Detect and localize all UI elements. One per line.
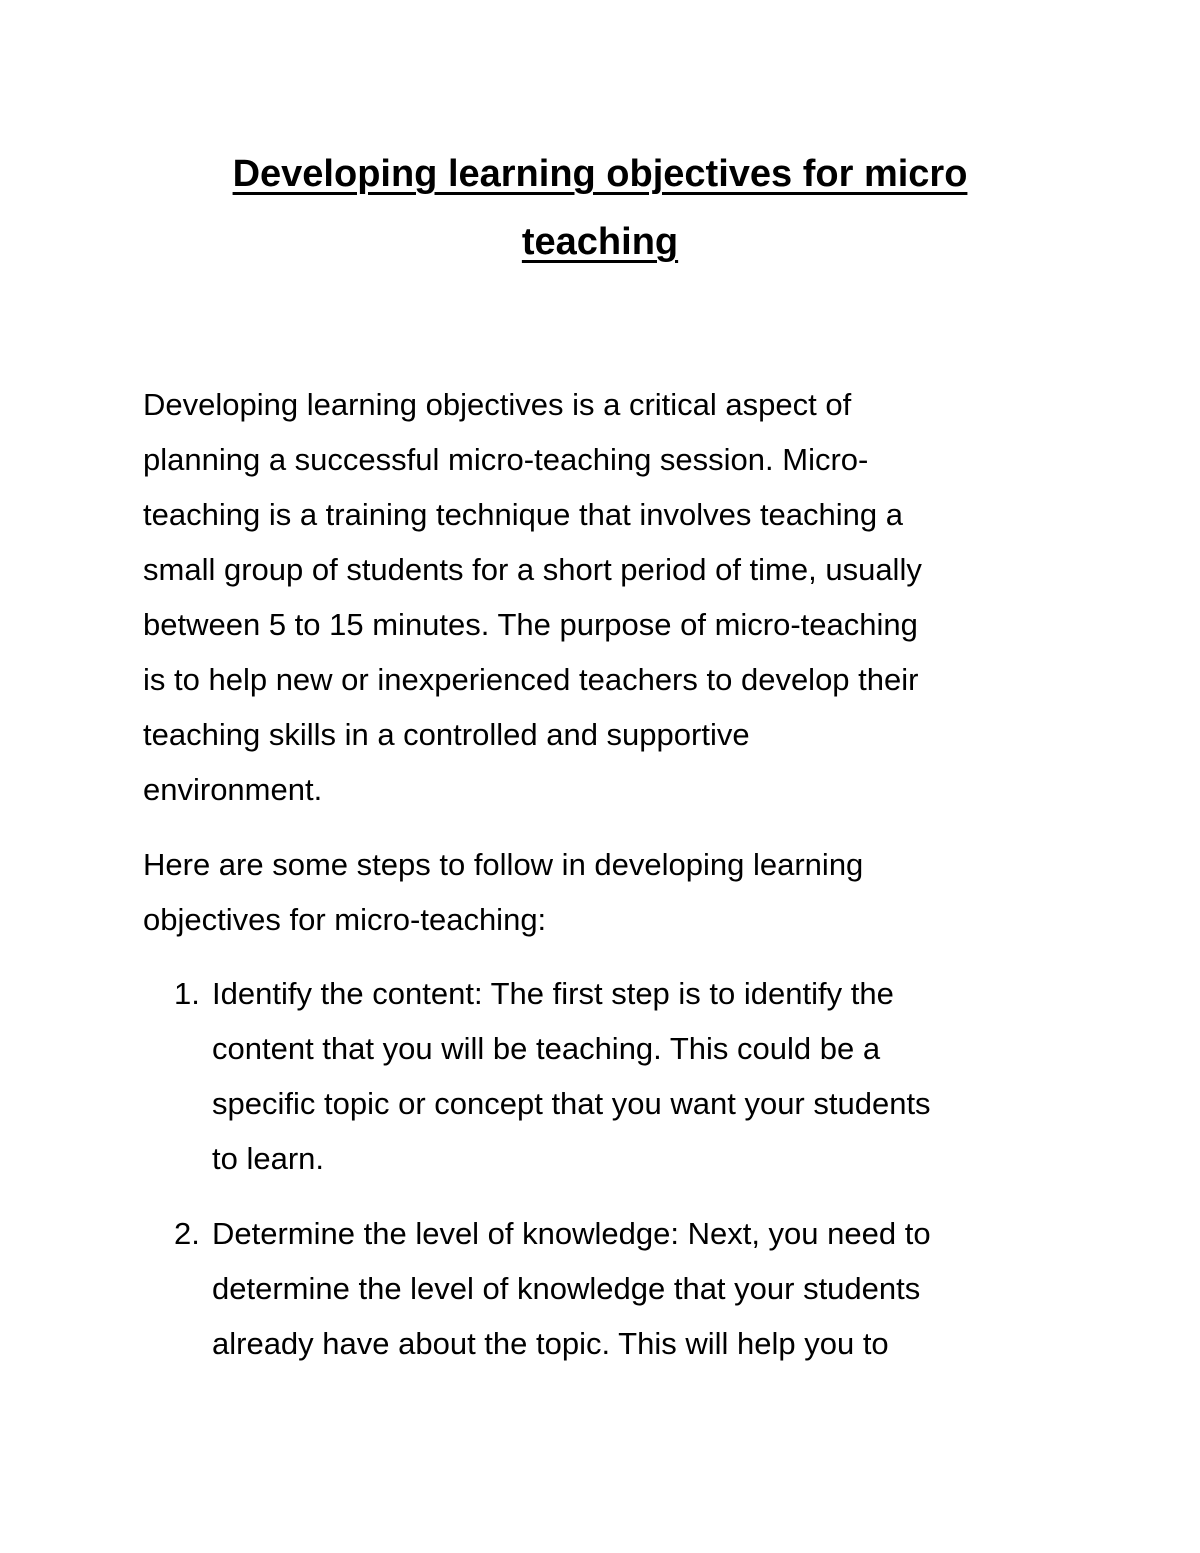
paragraph-line: Developing learning objectives is a critical aspect of [143, 387, 852, 422]
list-item-line: content that you will be teaching. This could be a [212, 1031, 881, 1066]
paragraph-line: Here are some steps to follow in developing learning [143, 847, 864, 882]
list-item-line: specific topic or concept that you want your students [212, 1086, 931, 1121]
list-item-line: Determine the level of knowledge: Next, you need to [212, 1216, 931, 1251]
list-item-line: to learn. [212, 1141, 325, 1176]
steps-list [143, 1206, 1073, 1371]
list-item-line: already have about the topic. This will help you to [212, 1326, 889, 1361]
intro-paragraph [143, 377, 1058, 817]
list-item-number: 2. [174, 1216, 200, 1251]
list-item [143, 966, 1073, 1186]
list-item-line: determine the level of knowledge that your students [212, 1271, 921, 1306]
steps-intro-paragraph [143, 837, 1058, 947]
paragraph-line: small group of students for a short period of time, usually [143, 552, 922, 587]
page-title [150, 140, 1050, 276]
paragraph-line: between 5 to 15 minutes. The purpose of micro-teaching [143, 607, 918, 642]
list-item-number: 1. [174, 976, 200, 1011]
title-line: Developing learning objectives for micro [232, 153, 968, 195]
paragraph-line: is to help new or inexperienced teachers to develop their [143, 662, 919, 697]
paragraph-line: environment. [143, 772, 323, 807]
paragraph-line: teaching skills in a controlled and supportive [143, 717, 750, 752]
title-line: teaching [521, 221, 679, 263]
paragraph-line: teaching is a training technique that involves teaching a [143, 497, 903, 532]
paragraph-line: planning a successful micro-teaching session. Micro- [143, 442, 869, 477]
steps-list [143, 966, 1073, 1186]
list-item-line: Identify the content: The first step is to identify the [212, 976, 894, 1011]
list-item [143, 1206, 1073, 1371]
paragraph-line: objectives for micro-teaching: [143, 902, 547, 937]
